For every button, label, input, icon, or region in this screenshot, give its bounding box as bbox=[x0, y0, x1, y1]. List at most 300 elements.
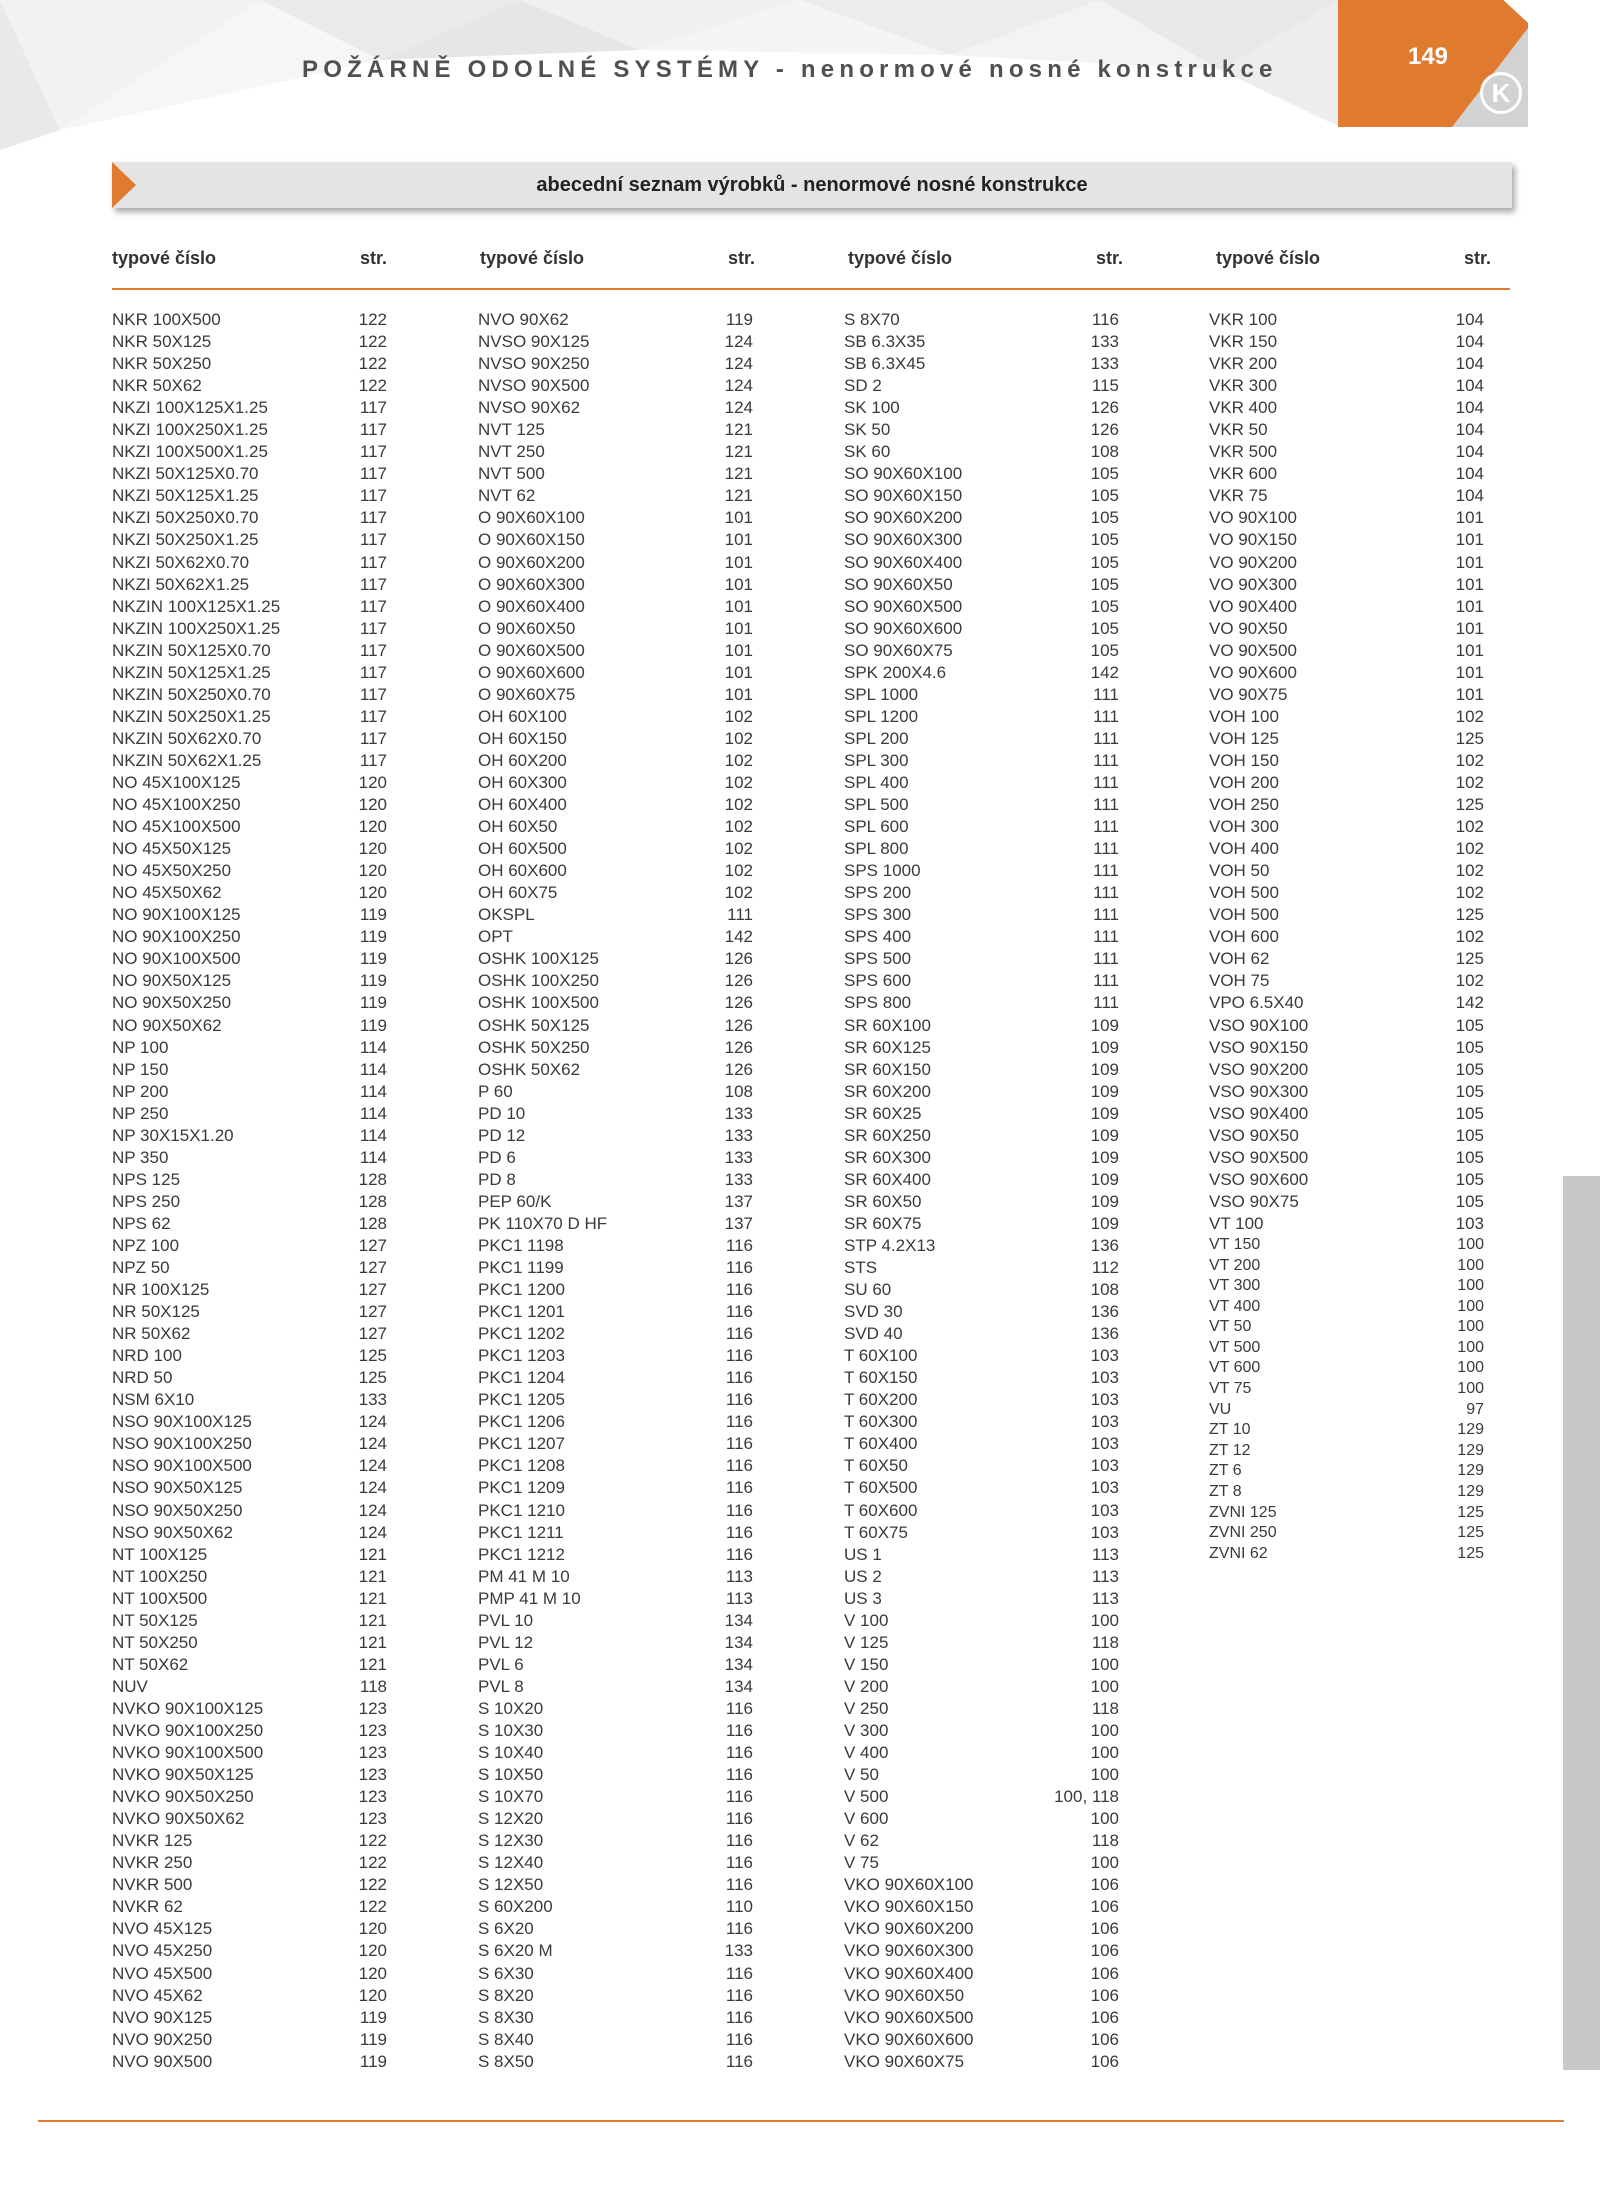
product-code: VSO 90X600 bbox=[1209, 1169, 1309, 1189]
list-item bbox=[112, 552, 387, 574]
list-item bbox=[478, 1500, 753, 1522]
product-code: NPS 62 bbox=[112, 1213, 171, 1233]
page-reference: 111 bbox=[1093, 927, 1119, 947]
page-reference: 117 bbox=[359, 420, 387, 440]
product-code: PD 8 bbox=[478, 1169, 516, 1189]
list-item bbox=[478, 1918, 753, 1940]
product-code: NKZIN 50X62X0.70 bbox=[112, 728, 262, 748]
list-item bbox=[112, 706, 387, 728]
list-item bbox=[844, 1125, 1119, 1147]
product-code: SK 60 bbox=[844, 442, 891, 462]
page-reference: 105 bbox=[1090, 486, 1119, 506]
page-reference: 108 bbox=[1090, 1280, 1119, 1300]
list-item bbox=[1209, 728, 1484, 750]
product-code: VT 500 bbox=[1209, 1338, 1261, 1356]
product-code: PMP 41 M 10 bbox=[478, 1588, 581, 1608]
product-code: VPO 6.5X40 bbox=[1209, 993, 1304, 1013]
page-reference: 126 bbox=[724, 1059, 753, 1079]
product-code: S 10X30 bbox=[478, 1721, 544, 1740]
page-reference: 105 bbox=[1455, 1191, 1484, 1211]
product-code: PKC1 1205 bbox=[478, 1390, 565, 1410]
list-item bbox=[478, 1081, 753, 1103]
page-reference: 111 bbox=[1093, 795, 1119, 815]
page-reference: 101 bbox=[1455, 684, 1484, 704]
product-code: SO 90X60X75 bbox=[844, 640, 953, 660]
product-code: VKO 90X60X400 bbox=[844, 1963, 974, 1983]
list-item bbox=[112, 1720, 387, 1742]
list-item bbox=[478, 441, 753, 463]
product-column-2 bbox=[478, 309, 753, 2073]
product-code: O 90X60X50 bbox=[478, 618, 576, 638]
product-code: PKC1 1206 bbox=[478, 1412, 565, 1432]
page-reference: 100 bbox=[1090, 1765, 1119, 1785]
page-reference: 111 bbox=[727, 905, 753, 925]
page-reference: 133 bbox=[724, 1147, 753, 1167]
product-code: NPZ 100 bbox=[112, 1235, 180, 1255]
product-code: VOH 400 bbox=[1209, 839, 1279, 859]
list-item bbox=[844, 1389, 1119, 1411]
page-reference: 116 bbox=[725, 1544, 753, 1564]
product-code: VKR 400 bbox=[1209, 398, 1278, 418]
page-reference: 123 bbox=[358, 1787, 387, 1807]
page-reference: 105 bbox=[1090, 530, 1119, 550]
product-code: NVO 45X62 bbox=[112, 1985, 203, 2005]
list-item bbox=[1209, 1503, 1484, 1524]
page-reference: 106 bbox=[1090, 2007, 1119, 2027]
list-item bbox=[844, 1015, 1119, 1037]
product-code: VSO 90X500 bbox=[1209, 1147, 1309, 1167]
product-code: NKZI 50X62X1.25 bbox=[112, 574, 250, 594]
product-code: T 60X500 bbox=[844, 1478, 918, 1498]
product-code: NKZIN 100X250X1.25 bbox=[112, 618, 281, 638]
list-item bbox=[844, 1169, 1119, 1191]
page-reference: 117 bbox=[359, 486, 387, 506]
product-code: NSO 90X50X62 bbox=[112, 1522, 233, 1542]
list-item bbox=[1209, 1317, 1484, 1338]
list-item bbox=[478, 1896, 753, 1918]
product-code: NT 50X250 bbox=[112, 1632, 198, 1652]
page-reference: 128 bbox=[358, 1213, 387, 1233]
product-code: VOH 600 bbox=[1209, 927, 1279, 947]
page-reference: 116 bbox=[725, 1324, 753, 1344]
page-reference: 104 bbox=[1455, 398, 1484, 418]
page-reference: 127 bbox=[358, 1235, 387, 1255]
list-item bbox=[1209, 397, 1484, 419]
list-item bbox=[478, 992, 753, 1014]
column-header-name: typové číslo bbox=[848, 248, 953, 268]
product-code: SPS 1000 bbox=[844, 861, 921, 881]
product-code: T 60X75 bbox=[844, 1522, 908, 1542]
product-code: NR 50X125 bbox=[112, 1302, 200, 1322]
page-reference: 109 bbox=[1090, 1169, 1119, 1189]
page-reference: 126 bbox=[724, 993, 753, 1013]
page-reference: 125 bbox=[1455, 949, 1484, 969]
list-item bbox=[478, 1632, 753, 1654]
page-reference: 116 bbox=[725, 1478, 753, 1498]
list-item bbox=[844, 1455, 1119, 1477]
product-code: NO 90X50X125 bbox=[112, 971, 232, 991]
page-reference: 101 bbox=[1455, 596, 1484, 616]
product-code: VT 300 bbox=[1209, 1277, 1261, 1295]
page-reference: 101 bbox=[724, 684, 753, 704]
list-item bbox=[112, 1213, 387, 1235]
list-item bbox=[844, 574, 1119, 596]
product-code: T 60X150 bbox=[844, 1368, 918, 1388]
page-reference: 102 bbox=[1455, 839, 1484, 859]
list-item bbox=[1209, 794, 1484, 816]
product-code: NUV bbox=[112, 1676, 148, 1696]
product-code: SO 90X60X50 bbox=[844, 574, 953, 594]
footer-divider bbox=[38, 2120, 1564, 2122]
product-code: VOH 50 bbox=[1209, 861, 1270, 881]
list-item bbox=[1209, 1400, 1484, 1421]
page-reference: 103 bbox=[1090, 1434, 1119, 1454]
page-reference: 102 bbox=[1455, 772, 1484, 792]
page-reference: 103 bbox=[1090, 1346, 1119, 1366]
product-code: VSO 90X50 bbox=[1209, 1125, 1299, 1145]
list-item bbox=[478, 1037, 753, 1059]
list-item bbox=[478, 948, 753, 970]
list-item bbox=[112, 1830, 387, 1852]
page-reference: 111 bbox=[1093, 861, 1119, 881]
page-reference: 116 bbox=[725, 1698, 753, 1718]
list-item bbox=[844, 331, 1119, 353]
page-reference: 126 bbox=[724, 1015, 753, 1035]
page-reference: 124 bbox=[724, 354, 753, 374]
list-item bbox=[1209, 441, 1484, 463]
product-code: VKO 90X60X200 bbox=[844, 1919, 974, 1939]
list-item bbox=[112, 618, 387, 640]
list-item bbox=[844, 1632, 1119, 1654]
product-code: S 8X30 bbox=[478, 2007, 534, 2027]
list-item bbox=[478, 1015, 753, 1037]
list-item bbox=[112, 596, 387, 618]
page-reference: 120 bbox=[358, 1985, 387, 2005]
product-code: S 12X20 bbox=[478, 1809, 544, 1829]
page-reference: 104 bbox=[1455, 420, 1484, 440]
list-item bbox=[112, 1081, 387, 1103]
product-code: NVT 500 bbox=[478, 464, 545, 484]
list-item bbox=[844, 1257, 1119, 1279]
product-code: NSO 90X100X250 bbox=[112, 1434, 252, 1454]
product-code: O 90X60X600 bbox=[478, 662, 585, 682]
list-item bbox=[112, 1279, 387, 1301]
page-reference: 128 bbox=[358, 1169, 387, 1189]
product-code: VKR 500 bbox=[1209, 442, 1278, 462]
page-reference: 120 bbox=[358, 1941, 387, 1961]
list-item bbox=[478, 2007, 753, 2029]
list-item bbox=[112, 529, 387, 551]
product-code: VOH 62 bbox=[1209, 949, 1270, 969]
product-code: PKC1 1211 bbox=[478, 1522, 564, 1542]
list-item bbox=[478, 1742, 753, 1764]
page-reference: 121 bbox=[724, 464, 753, 484]
page-reference: 116 bbox=[725, 1456, 753, 1476]
list-item bbox=[844, 1544, 1119, 1566]
list-item bbox=[1209, 1297, 1484, 1318]
product-code: NO 45X100X500 bbox=[112, 817, 241, 837]
list-item bbox=[1209, 552, 1484, 574]
list-item bbox=[478, 1455, 753, 1477]
product-code: SB 6.3X45 bbox=[844, 354, 926, 374]
page-reference: 105 bbox=[1455, 1081, 1484, 1101]
list-item bbox=[478, 1764, 753, 1786]
page-reference: 102 bbox=[724, 728, 753, 748]
page-reference: 102 bbox=[724, 839, 753, 859]
list-item bbox=[1209, 618, 1484, 640]
list-item bbox=[478, 419, 753, 441]
list-item bbox=[844, 1191, 1119, 1213]
page-reference: 102 bbox=[724, 861, 753, 881]
product-code: VKR 300 bbox=[1209, 376, 1278, 396]
product-code: VKO 90X60X100 bbox=[844, 1875, 974, 1895]
page-reference: 129 bbox=[1457, 1441, 1484, 1459]
product-code: OSHK 100X250 bbox=[478, 971, 599, 991]
product-code: VKR 200 bbox=[1209, 354, 1278, 374]
page-reference: 105 bbox=[1090, 552, 1119, 572]
page-reference: 116 bbox=[725, 1809, 753, 1829]
product-code: NO 45X50X250 bbox=[112, 861, 232, 881]
page-reference: 116 bbox=[725, 1919, 753, 1939]
list-item bbox=[1209, 838, 1484, 860]
list-item bbox=[844, 1213, 1119, 1235]
page-reference: 106 bbox=[1090, 1941, 1119, 1961]
page-reference: 116 bbox=[725, 1390, 753, 1410]
product-code: S 6X20 M bbox=[478, 1941, 553, 1961]
page-reference: 111 bbox=[1093, 993, 1119, 1013]
product-code: NVKO 90X50X62 bbox=[112, 1809, 245, 1829]
list-item bbox=[478, 1544, 753, 1566]
page-reference: 127 bbox=[358, 1302, 387, 1322]
page-reference: 109 bbox=[1090, 1081, 1119, 1101]
page-reference: 114 bbox=[359, 1037, 387, 1057]
product-code: SR 60X100 bbox=[844, 1015, 931, 1035]
list-item bbox=[1209, 1037, 1484, 1059]
column-header-name: typové číslo bbox=[1216, 248, 1321, 268]
page-reference: 102 bbox=[1455, 817, 1484, 837]
product-code: NP 100 bbox=[112, 1037, 169, 1057]
page-reference: 119 bbox=[359, 971, 387, 991]
product-code: NT 100X250 bbox=[112, 1566, 208, 1586]
page-reference: 109 bbox=[1090, 1037, 1119, 1057]
page-reference: 133 bbox=[724, 1103, 753, 1123]
page-reference: 102 bbox=[1455, 971, 1484, 991]
page-reference: 126 bbox=[1090, 420, 1119, 440]
list-item bbox=[112, 353, 387, 375]
product-code: SVD 30 bbox=[844, 1302, 903, 1322]
page-reference: 120 bbox=[358, 883, 387, 903]
product-code: SO 90X60X150 bbox=[844, 486, 963, 506]
page-reference: 104 bbox=[1455, 442, 1484, 462]
page-reference: 117 bbox=[359, 662, 387, 682]
list-item bbox=[1209, 970, 1484, 992]
product-code: S 8X50 bbox=[478, 2051, 534, 2071]
page-reference: 117 bbox=[359, 684, 387, 704]
list-item bbox=[112, 1323, 387, 1345]
list-item bbox=[478, 904, 753, 926]
list-item bbox=[1209, 1276, 1484, 1297]
page-reference: 120 bbox=[358, 795, 387, 815]
list-item bbox=[1209, 375, 1484, 397]
page-reference: 117 bbox=[359, 596, 387, 616]
page-reference: 121 bbox=[724, 420, 753, 440]
list-item bbox=[112, 2029, 387, 2051]
page-reference: 136 bbox=[1090, 1235, 1119, 1255]
list-item bbox=[478, 1411, 753, 1433]
product-code: NKZI 50X62X0.70 bbox=[112, 552, 250, 572]
page-reference: 100 bbox=[1457, 1380, 1484, 1398]
page-reference: 106 bbox=[1090, 1985, 1119, 2005]
list-item bbox=[478, 1345, 753, 1367]
page-reference: 100 bbox=[1090, 1676, 1119, 1696]
page-reference: 102 bbox=[1455, 750, 1484, 770]
page-reference: 120 bbox=[358, 839, 387, 859]
product-code: PKC1 1198 bbox=[478, 1235, 564, 1255]
list-item bbox=[844, 463, 1119, 485]
list-item bbox=[844, 1874, 1119, 1896]
product-code: NKZI 100X125X1.25 bbox=[112, 398, 268, 418]
page-reference: 101 bbox=[724, 618, 753, 638]
list-item bbox=[112, 1125, 387, 1147]
list-item bbox=[478, 1279, 753, 1301]
list-item bbox=[844, 1742, 1119, 1764]
list-item bbox=[844, 1103, 1119, 1125]
list-item bbox=[844, 2051, 1119, 2073]
list-item bbox=[1209, 1191, 1484, 1213]
page-reference: 120 bbox=[358, 1919, 387, 1939]
list-item bbox=[1209, 662, 1484, 684]
page-reference: 125 bbox=[1455, 728, 1484, 748]
page-reference: 104 bbox=[1455, 354, 1484, 374]
list-item bbox=[478, 2051, 753, 2073]
product-code: OH 60X600 bbox=[478, 861, 567, 881]
product-code: VKR 75 bbox=[1209, 486, 1268, 506]
product-code: OPT bbox=[478, 927, 513, 947]
page-reference: 116 bbox=[725, 1831, 753, 1851]
page-reference: 121 bbox=[724, 486, 753, 506]
list-item bbox=[1209, 596, 1484, 618]
page-reference: 120 bbox=[358, 1963, 387, 1983]
page-reference: 121 bbox=[358, 1588, 387, 1608]
product-code: NPZ 50 bbox=[112, 1258, 170, 1278]
list-item bbox=[844, 684, 1119, 706]
page-reference: 123 bbox=[358, 1721, 387, 1740]
product-code: V 500 bbox=[844, 1787, 889, 1807]
page-reference: 104 bbox=[1455, 310, 1484, 329]
product-code: ZT 8 bbox=[1209, 1482, 1242, 1500]
product-code: PKC1 1209 bbox=[478, 1478, 565, 1498]
page-reference: 103 bbox=[1090, 1500, 1119, 1520]
product-code: OH 60X200 bbox=[478, 750, 567, 770]
page-reference: 106 bbox=[1090, 1897, 1119, 1917]
list-item bbox=[112, 728, 387, 750]
product-code: PKC1 1210 bbox=[478, 1500, 565, 1520]
product-code: NRD 50 bbox=[112, 1368, 173, 1388]
product-code: O 90X60X100 bbox=[478, 508, 585, 528]
list-item bbox=[112, 684, 387, 706]
page-reference: 120 bbox=[358, 817, 387, 837]
product-code: VOH 500 bbox=[1209, 883, 1279, 903]
product-code: ZT 12 bbox=[1209, 1441, 1251, 1459]
list-item bbox=[1209, 1338, 1484, 1359]
product-code: VT 75 bbox=[1209, 1380, 1252, 1398]
page-reference: 100 bbox=[1457, 1318, 1484, 1336]
product-code: NSO 90X50X250 bbox=[112, 1500, 243, 1520]
product-code: S 10X40 bbox=[478, 1743, 544, 1763]
page-reference: 105 bbox=[1455, 1147, 1484, 1167]
list-item bbox=[844, 1918, 1119, 1940]
product-code: PVL 6 bbox=[478, 1654, 524, 1674]
list-item bbox=[844, 1037, 1119, 1059]
list-item bbox=[112, 507, 387, 529]
product-code: SR 60X300 bbox=[844, 1147, 931, 1167]
list-item bbox=[478, 375, 753, 397]
page-reference: 116 bbox=[725, 1522, 753, 1542]
product-code: SPS 500 bbox=[844, 949, 912, 969]
product-code: ZT 6 bbox=[1209, 1462, 1242, 1480]
list-item bbox=[844, 1940, 1119, 1962]
page-reference: 122 bbox=[358, 1875, 387, 1895]
list-item bbox=[478, 574, 753, 596]
page-reference: 116 bbox=[725, 1434, 753, 1454]
list-item bbox=[112, 2051, 387, 2073]
page-reference: 113 bbox=[725, 1566, 753, 1586]
list-item bbox=[844, 1566, 1119, 1588]
list-item bbox=[112, 1169, 387, 1191]
product-code: NKZIN 50X250X1.25 bbox=[112, 706, 271, 726]
product-code: NO 90X100X250 bbox=[112, 927, 241, 947]
list-item bbox=[478, 926, 753, 948]
page-reference: 101 bbox=[724, 508, 753, 528]
product-code: O 90X60X500 bbox=[478, 640, 585, 660]
page-reference: 105 bbox=[1090, 596, 1119, 616]
product-code: VOH 500 bbox=[1209, 905, 1279, 925]
product-code: OSHK 100X500 bbox=[478, 993, 599, 1013]
list-item bbox=[112, 1742, 387, 1764]
list-item bbox=[478, 485, 753, 507]
list-item bbox=[112, 1455, 387, 1477]
list-item bbox=[1209, 1081, 1484, 1103]
page-reference: 123 bbox=[358, 1765, 387, 1785]
list-item bbox=[478, 397, 753, 419]
product-code: S 12X50 bbox=[478, 1875, 544, 1895]
page-reference: 116 bbox=[725, 2029, 753, 2049]
product-code: NKZI 100X500X1.25 bbox=[112, 442, 268, 462]
list-item bbox=[844, 1279, 1119, 1301]
column-header bbox=[848, 248, 1123, 272]
product-code: NKZI 50X250X1.25 bbox=[112, 530, 259, 550]
list-item bbox=[844, 1059, 1119, 1081]
page-reference: 101 bbox=[1455, 508, 1484, 528]
product-code: NVO 45X500 bbox=[112, 1963, 213, 1983]
page-reference: 114 bbox=[359, 1125, 387, 1145]
page-reference: 109 bbox=[1090, 1213, 1119, 1233]
list-item bbox=[112, 1500, 387, 1522]
list-item bbox=[478, 529, 753, 551]
list-item bbox=[1209, 507, 1484, 529]
page-reference: 119 bbox=[725, 310, 753, 329]
product-code: PK 110X70 D HF bbox=[478, 1213, 608, 1233]
list-item bbox=[1209, 463, 1484, 485]
list-item bbox=[112, 1477, 387, 1499]
list-item bbox=[112, 1059, 387, 1081]
list-item bbox=[1209, 353, 1484, 375]
page-reference: 101 bbox=[724, 596, 753, 616]
product-code: SPL 1000 bbox=[844, 684, 919, 704]
page-reference: 117 bbox=[359, 508, 387, 528]
product-code: VKR 50 bbox=[1209, 420, 1268, 440]
page-reference: 114 bbox=[359, 1103, 387, 1123]
